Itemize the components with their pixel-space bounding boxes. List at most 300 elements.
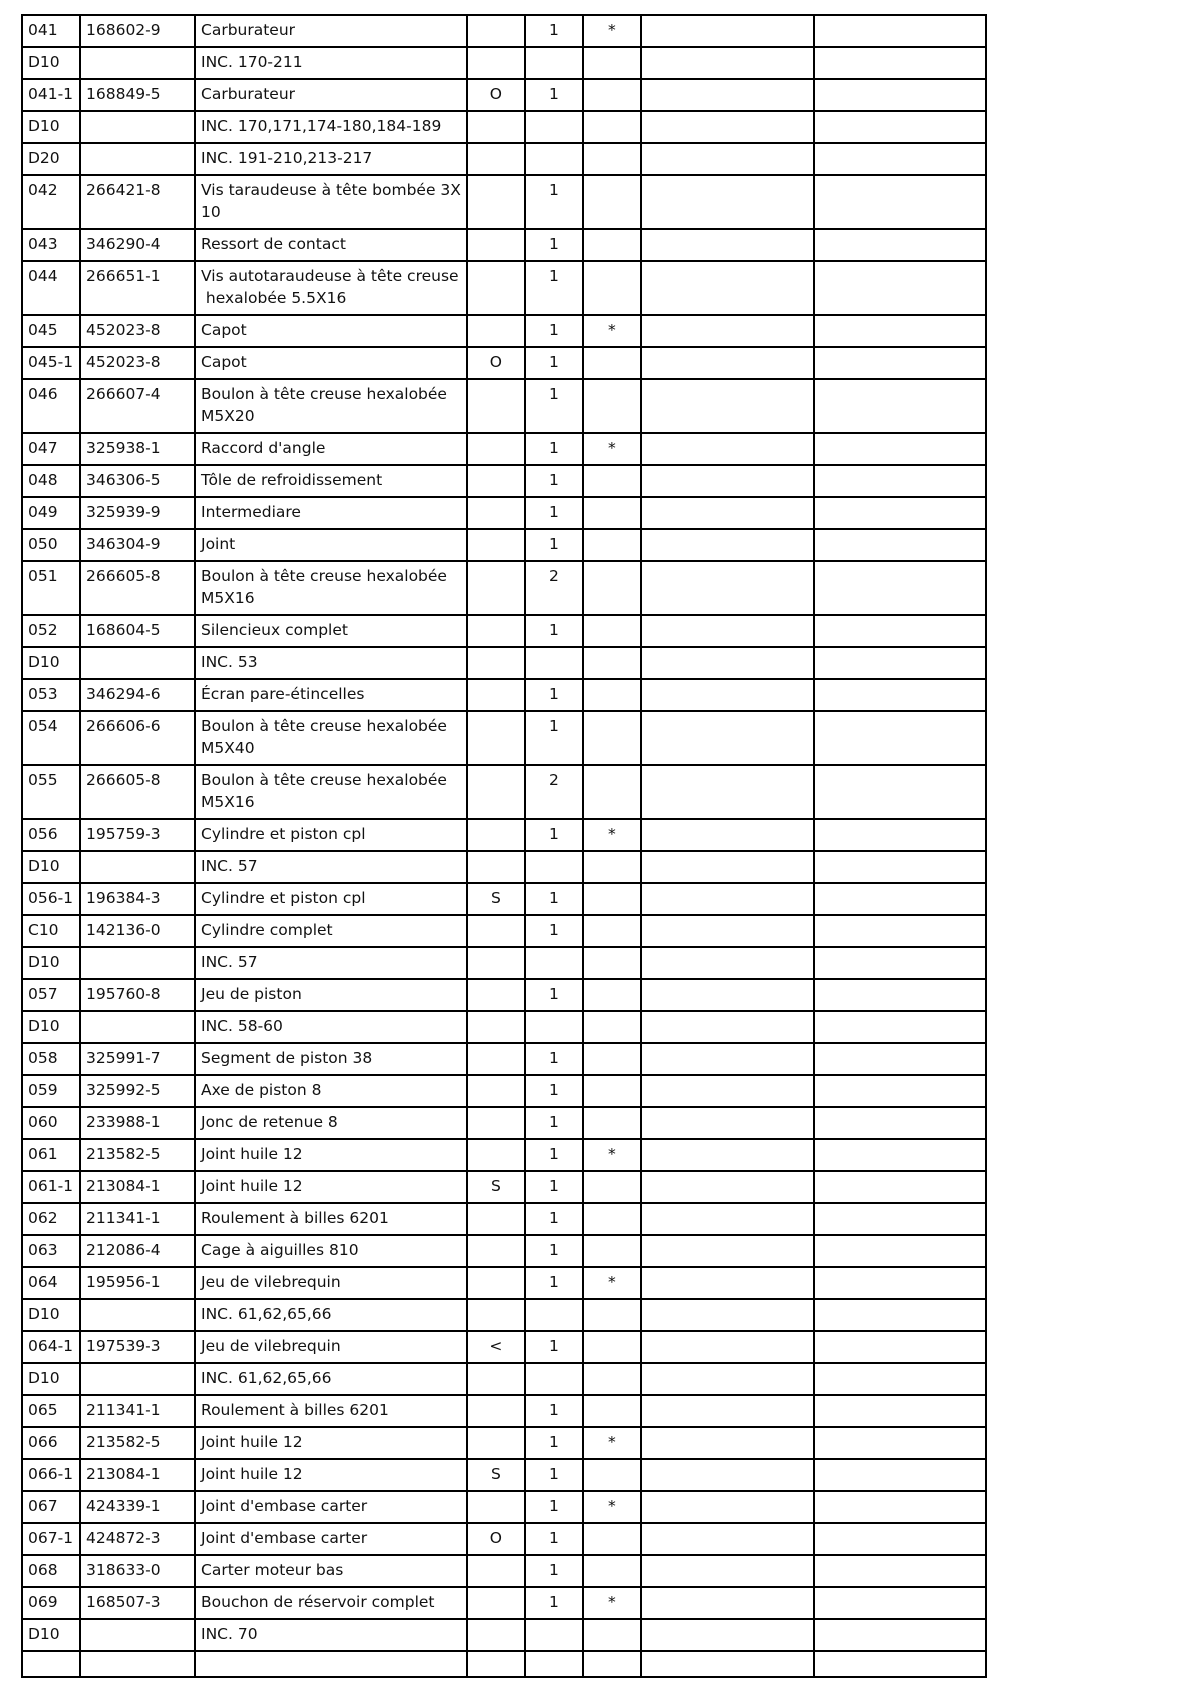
description-line: Raccord d'angle (201, 439, 326, 457)
table-row (22, 647, 986, 679)
description-cell (195, 111, 467, 143)
blank-cell-b (814, 1363, 986, 1395)
description-line: Jeu de vilebrequin (201, 1273, 341, 1291)
blank-cell-b (814, 819, 986, 851)
part-number-cell: 195956-1 (80, 1267, 195, 1299)
table-row (22, 143, 986, 175)
code-cell (467, 1651, 525, 1677)
ref-cell: 057 (22, 979, 80, 1011)
ref-cell: 068 (22, 1555, 80, 1587)
code-cell (467, 1587, 525, 1619)
ref-cell: D10 (22, 111, 80, 143)
part-number-cell (80, 1299, 195, 1331)
ref-cell: 052 (22, 615, 80, 647)
code-cell (467, 679, 525, 711)
quantity-cell: 2 (525, 561, 583, 615)
mark-cell (583, 883, 641, 915)
quantity-cell: 1 (525, 1427, 583, 1459)
blank-cell-a (641, 1171, 814, 1203)
table-row (22, 15, 986, 47)
mark-cell (583, 465, 641, 497)
table-row (22, 1491, 986, 1523)
table-row (22, 1427, 986, 1459)
blank-cell-a (641, 1459, 814, 1491)
mark-cell: * (583, 433, 641, 465)
code-cell (467, 1395, 525, 1427)
code-cell (467, 111, 525, 143)
blank-cell-a (641, 497, 814, 529)
description-line: Carter moteur bas (201, 1561, 344, 1579)
blank-cell-a (641, 79, 814, 111)
blank-cell-a (641, 529, 814, 561)
description-line: M5X16 (201, 589, 255, 607)
code-cell (467, 1619, 525, 1651)
ref-cell: 056 (22, 819, 80, 851)
code-cell (467, 433, 525, 465)
description-cell (195, 1363, 467, 1395)
description-cell (195, 1139, 467, 1171)
ref-cell: 051 (22, 561, 80, 615)
quantity-cell: 1 (525, 1203, 583, 1235)
blank-cell-a (641, 1395, 814, 1427)
quantity-cell: 1 (525, 819, 583, 851)
mark-cell (583, 1555, 641, 1587)
description-cell (195, 819, 467, 851)
description-line: INC. 170-211 (201, 53, 303, 71)
blank-cell-b (814, 379, 986, 433)
part-number-cell: 346290-4 (80, 229, 195, 261)
blank-cell-b (814, 497, 986, 529)
blank-cell-a (641, 615, 814, 647)
blank-cell-b (814, 1139, 986, 1171)
part-number-cell: 197539-3 (80, 1331, 195, 1363)
quantity-cell: 1 (525, 1331, 583, 1363)
blank-cell-b (814, 1331, 986, 1363)
description-cell (195, 765, 467, 819)
description-line: Cylindre et piston cpl (201, 825, 366, 843)
description-line: Vis autotaraudeuse à tête creuse (201, 267, 459, 285)
description-line: hexalobée 5.5X16 (201, 289, 347, 307)
ref-cell: 064 (22, 1267, 80, 1299)
blank-cell-b (814, 1587, 986, 1619)
code-cell (467, 497, 525, 529)
description-line: M5X20 (201, 407, 255, 425)
table-row (22, 1203, 986, 1235)
blank-cell-a (641, 379, 814, 433)
ref-cell: 055 (22, 765, 80, 819)
description-cell (195, 143, 467, 175)
description-cell (195, 883, 467, 915)
description-line: Carburateur (201, 21, 296, 39)
part-number-cell (80, 47, 195, 79)
blank-cell-b (814, 1267, 986, 1299)
table-row (22, 1139, 986, 1171)
ref-cell: 048 (22, 465, 80, 497)
quantity-cell: 1 (525, 1075, 583, 1107)
quantity-cell: 1 (525, 315, 583, 347)
quantity-cell (525, 851, 583, 883)
code-cell (467, 1267, 525, 1299)
blank-cell-a (641, 883, 814, 915)
mark-cell: * (583, 315, 641, 347)
description-cell (195, 465, 467, 497)
description-line: Roulement à billes 6201 (201, 1209, 389, 1227)
part-number-cell: 195759-3 (80, 819, 195, 851)
table-row (22, 1043, 986, 1075)
blank-cell-a (641, 1139, 814, 1171)
quantity-cell: 1 (525, 1043, 583, 1075)
description-cell (195, 175, 467, 229)
quantity-cell: 1 (525, 529, 583, 561)
description-line: Jeu de piston (201, 985, 302, 1003)
code-cell (467, 1139, 525, 1171)
code-cell (467, 465, 525, 497)
mark-cell (583, 561, 641, 615)
description-line: INC. 191-210,213-217 (201, 149, 373, 167)
description-line: Joint huile 12 (201, 1177, 303, 1195)
part-number-cell: 346306-5 (80, 465, 195, 497)
description-cell (195, 947, 467, 979)
ref-cell: 063 (22, 1235, 80, 1267)
blank-cell-b (814, 915, 986, 947)
description-line: INC. 61,62,65,66 (201, 1369, 332, 1387)
blank-cell-a (641, 261, 814, 315)
table-row (22, 979, 986, 1011)
part-number-cell: 346304-9 (80, 529, 195, 561)
mark-cell (583, 529, 641, 561)
blank-cell-a (641, 175, 814, 229)
description-line: Silencieux complet (201, 621, 348, 639)
mark-cell (583, 765, 641, 819)
blank-cell-a (641, 1107, 814, 1139)
description-cell (195, 711, 467, 765)
description-line: INC. 57 (201, 857, 258, 875)
table-row (22, 79, 986, 111)
part-number-cell: 424872-3 (80, 1523, 195, 1555)
part-number-cell (80, 1619, 195, 1651)
blank-cell-b (814, 1651, 986, 1677)
table-row (22, 229, 986, 261)
blank-cell-b (814, 79, 986, 111)
description-line: Joint huile 12 (201, 1465, 303, 1483)
part-number-cell: 266605-8 (80, 765, 195, 819)
ref-cell: D10 (22, 1299, 80, 1331)
blank-cell-a (641, 915, 814, 947)
blank-cell-b (814, 1107, 986, 1139)
code-cell (467, 647, 525, 679)
quantity-cell: 1 (525, 465, 583, 497)
blank-cell-b (814, 1395, 986, 1427)
ref-cell: 060 (22, 1107, 80, 1139)
ref-cell: 067-1 (22, 1523, 80, 1555)
description-cell (195, 1011, 467, 1043)
table-row (22, 1619, 986, 1651)
description-line: INC. 57 (201, 953, 258, 971)
ref-cell: D10 (22, 1363, 80, 1395)
code-cell (467, 1555, 525, 1587)
quantity-cell: 1 (525, 229, 583, 261)
part-number-cell: 266606-6 (80, 711, 195, 765)
description-line: 10 (201, 203, 221, 221)
description-cell (195, 647, 467, 679)
description-cell (195, 347, 467, 379)
blank-cell-b (814, 1043, 986, 1075)
description-line: Jeu de vilebrequin (201, 1337, 341, 1355)
quantity-cell: 1 (525, 1523, 583, 1555)
blank-cell-a (641, 1331, 814, 1363)
table-row (22, 1651, 986, 1677)
description-line: Joint huile 12 (201, 1433, 303, 1451)
part-number-cell: 213582-5 (80, 1427, 195, 1459)
table-row (22, 379, 986, 433)
description-cell (195, 1523, 467, 1555)
quantity-cell (525, 947, 583, 979)
part-number-cell: 266607-4 (80, 379, 195, 433)
mark-cell (583, 497, 641, 529)
mark-cell: * (583, 1587, 641, 1619)
quantity-cell (525, 1011, 583, 1043)
table-row (22, 1171, 986, 1203)
code-cell (467, 915, 525, 947)
blank-cell-a (641, 111, 814, 143)
description-line: Roulement à billes 6201 (201, 1401, 389, 1419)
quantity-cell: 1 (525, 15, 583, 47)
description-cell (195, 1075, 467, 1107)
quantity-cell: 1 (525, 679, 583, 711)
ref-cell: D10 (22, 647, 80, 679)
ref-cell: 046 (22, 379, 80, 433)
part-number-cell: 168604-5 (80, 615, 195, 647)
blank-cell-b (814, 1491, 986, 1523)
description-cell (195, 229, 467, 261)
code-cell (467, 1427, 525, 1459)
blank-cell-a (641, 15, 814, 47)
ref-cell: 067 (22, 1491, 80, 1523)
mark-cell (583, 679, 641, 711)
ref-cell: 045 (22, 315, 80, 347)
mark-cell (583, 143, 641, 175)
mark-cell (583, 1075, 641, 1107)
table-row (22, 679, 986, 711)
code-cell (467, 261, 525, 315)
code-cell (467, 711, 525, 765)
blank-cell-a (641, 1587, 814, 1619)
blank-cell-b (814, 647, 986, 679)
blank-cell-b (814, 175, 986, 229)
ref-cell: 044 (22, 261, 80, 315)
description-cell (195, 379, 467, 433)
table-row (22, 315, 986, 347)
table-row (22, 819, 986, 851)
table-row (22, 1363, 986, 1395)
table-row (22, 1587, 986, 1619)
quantity-cell: 1 (525, 1235, 583, 1267)
part-number-cell: 346294-6 (80, 679, 195, 711)
quantity-cell (525, 47, 583, 79)
part-number-cell (80, 1363, 195, 1395)
description-line: Joint d'embase carter (201, 1529, 368, 1547)
description-line: Capot (201, 321, 247, 339)
blank-cell-b (814, 679, 986, 711)
quantity-cell: 1 (525, 1395, 583, 1427)
quantity-cell: 1 (525, 1555, 583, 1587)
ref-cell: 066 (22, 1427, 80, 1459)
blank-cell-b (814, 615, 986, 647)
quantity-cell (525, 1651, 583, 1677)
mark-cell (583, 1651, 641, 1677)
blank-cell-b (814, 1427, 986, 1459)
description-line: Axe de piston 8 (201, 1081, 322, 1099)
table-row (22, 347, 986, 379)
ref-cell: 069 (22, 1587, 80, 1619)
blank-cell-b (814, 979, 986, 1011)
blank-cell-b (814, 229, 986, 261)
blank-cell-a (641, 1235, 814, 1267)
part-number-cell: 211341-1 (80, 1395, 195, 1427)
description-line: Joint d'embase carter (201, 1497, 368, 1515)
ref-cell (22, 1651, 80, 1677)
table-row (22, 529, 986, 561)
blank-cell-b (814, 1299, 986, 1331)
code-cell (467, 947, 525, 979)
table-row (22, 883, 986, 915)
blank-cell-b (814, 561, 986, 615)
mark-cell (583, 1619, 641, 1651)
blank-cell-a (641, 679, 814, 711)
mark-cell: * (583, 1139, 641, 1171)
blank-cell-b (814, 1523, 986, 1555)
parts-table (21, 14, 987, 1678)
part-number-cell: 211341-1 (80, 1203, 195, 1235)
quantity-cell: 2 (525, 765, 583, 819)
table-row (22, 1555, 986, 1587)
ref-cell: 045-1 (22, 347, 80, 379)
code-cell (467, 1011, 525, 1043)
blank-cell-b (814, 851, 986, 883)
code-cell: < (467, 1331, 525, 1363)
blank-cell-a (641, 1363, 814, 1395)
mark-cell: * (583, 819, 641, 851)
table-row (22, 47, 986, 79)
blank-cell-a (641, 143, 814, 175)
mark-cell: * (583, 1267, 641, 1299)
description-line: INC. 170,171,174-180,184-189 (201, 117, 442, 135)
quantity-cell: 1 (525, 79, 583, 111)
code-cell (467, 1203, 525, 1235)
code-cell (467, 229, 525, 261)
mark-cell (583, 1235, 641, 1267)
description-line: Boulon à tête creuse hexalobée (201, 717, 447, 735)
blank-cell-b (814, 1171, 986, 1203)
description-cell (195, 79, 467, 111)
description-cell (195, 615, 467, 647)
ref-cell: 041-1 (22, 79, 80, 111)
description-line: Boulon à tête creuse hexalobée (201, 385, 447, 403)
ref-cell: 061 (22, 1139, 80, 1171)
part-number-cell: 213084-1 (80, 1459, 195, 1491)
mark-cell (583, 1363, 641, 1395)
table-row (22, 1331, 986, 1363)
part-number-cell: 233988-1 (80, 1107, 195, 1139)
mark-cell (583, 1203, 641, 1235)
ref-cell: D20 (22, 143, 80, 175)
description-line: Bouchon de réservoir complet (201, 1593, 435, 1611)
mark-cell (583, 915, 641, 947)
table-row (22, 1459, 986, 1491)
part-number-cell: 424339-1 (80, 1491, 195, 1523)
table-row (22, 465, 986, 497)
code-cell (467, 315, 525, 347)
code-cell (467, 819, 525, 851)
part-number-cell (80, 111, 195, 143)
ref-cell: 043 (22, 229, 80, 261)
description-cell (195, 915, 467, 947)
blank-cell-a (641, 465, 814, 497)
part-number-cell: 212086-4 (80, 1235, 195, 1267)
quantity-cell: 1 (525, 347, 583, 379)
quantity-cell: 1 (525, 1171, 583, 1203)
description-cell (195, 1299, 467, 1331)
blank-cell-a (641, 229, 814, 261)
quantity-cell: 1 (525, 615, 583, 647)
quantity-cell: 1 (525, 1139, 583, 1171)
part-number-cell: 452023-8 (80, 315, 195, 347)
mark-cell (583, 175, 641, 229)
blank-cell-b (814, 765, 986, 819)
description-line: Boulon à tête creuse hexalobée (201, 771, 447, 789)
quantity-cell: 1 (525, 1267, 583, 1299)
blank-cell-a (641, 765, 814, 819)
ref-cell: 047 (22, 433, 80, 465)
ref-cell: 054 (22, 711, 80, 765)
blank-cell-a (641, 851, 814, 883)
mark-cell (583, 979, 641, 1011)
ref-cell: 061-1 (22, 1171, 80, 1203)
table-row (22, 1235, 986, 1267)
part-number-cell (80, 1011, 195, 1043)
description-line: INC. 70 (201, 1625, 258, 1643)
part-number-cell: 452023-8 (80, 347, 195, 379)
description-cell (195, 497, 467, 529)
description-line: M5X16 (201, 793, 255, 811)
table-row (22, 615, 986, 647)
table-row (22, 561, 986, 615)
mark-cell (583, 1331, 641, 1363)
mark-cell (583, 615, 641, 647)
part-number-cell: 142136-0 (80, 915, 195, 947)
mark-cell (583, 261, 641, 315)
table-row (22, 1267, 986, 1299)
blank-cell-a (641, 1619, 814, 1651)
quantity-cell: 1 (525, 915, 583, 947)
ref-cell: D10 (22, 47, 80, 79)
code-cell: O (467, 347, 525, 379)
description-line: Vis taraudeuse à tête bombée 3X (201, 181, 461, 199)
quantity-cell: 1 (525, 979, 583, 1011)
quantity-cell (525, 647, 583, 679)
ref-cell: 041 (22, 15, 80, 47)
code-cell (467, 1491, 525, 1523)
code-cell (467, 379, 525, 433)
table-row (22, 1395, 986, 1427)
description-line: INC. 58-60 (201, 1017, 283, 1035)
code-cell (467, 15, 525, 47)
table-row (22, 1075, 986, 1107)
code-cell (467, 979, 525, 1011)
description-cell (195, 315, 467, 347)
code-cell (467, 1107, 525, 1139)
part-number-cell: 266605-8 (80, 561, 195, 615)
